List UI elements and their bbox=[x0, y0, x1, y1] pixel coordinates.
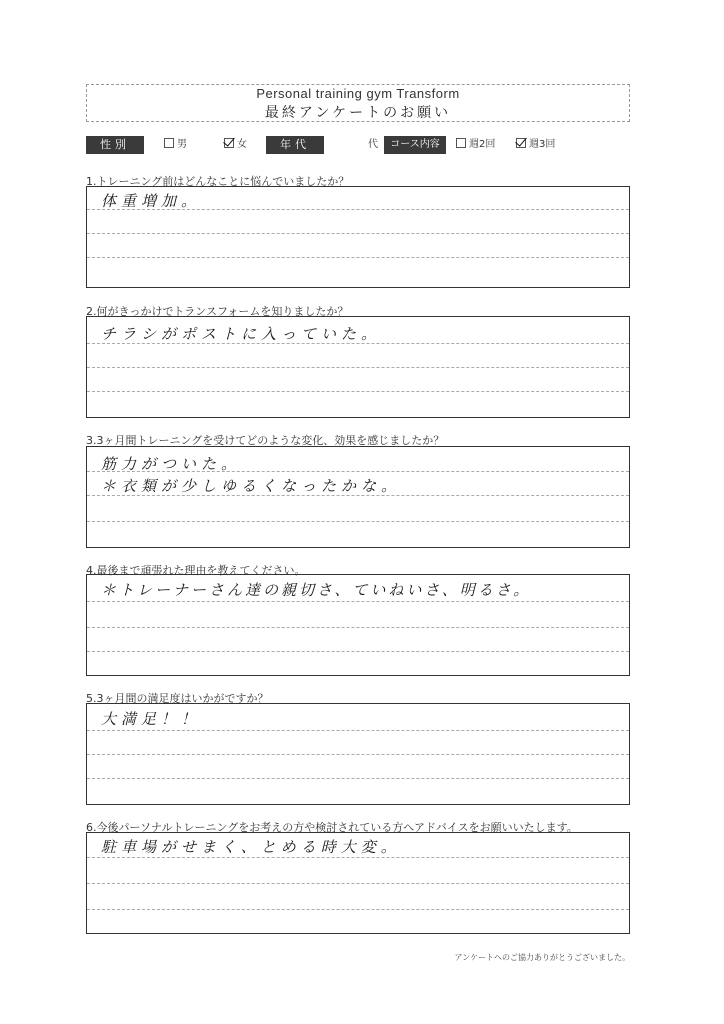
question-1-answer-line-1: 体重増加。 bbox=[101, 192, 202, 210]
header-title-en: Personal training gym Transform bbox=[256, 86, 460, 101]
question-3-answer-line-1: 筋力がついた。 bbox=[101, 455, 242, 473]
thank-you-note: アンケートへのご協力ありがとうございました。 bbox=[454, 953, 630, 962]
question-3-answer-line-2: ＊衣類が少しゆるくなったかな。 bbox=[101, 477, 402, 495]
ruled-line bbox=[87, 857, 629, 858]
question-2-answer-line-1: チラシがポストに入っていた。 bbox=[101, 325, 382, 343]
checkbox-icon[interactable] bbox=[456, 138, 466, 148]
question-1-answer-box bbox=[86, 186, 630, 288]
ruled-line bbox=[87, 754, 629, 755]
age-suffix: 代 bbox=[368, 139, 378, 150]
header-title-ja: 最終アンケートのお願い bbox=[264, 105, 452, 121]
checkbox-icon[interactable] bbox=[164, 138, 174, 148]
gender-option-male[interactable]: 男 bbox=[164, 136, 187, 154]
question-2-answer-box bbox=[86, 316, 630, 418]
question-4-label: 4.最後まで頑張れた理由を教えてください。 bbox=[86, 564, 306, 577]
ruled-line bbox=[87, 883, 629, 884]
question-6-answer-box bbox=[86, 832, 630, 934]
ruled-line bbox=[87, 909, 629, 910]
question-5-answer-line-1: 大満足！！ bbox=[101, 710, 202, 728]
ruled-line bbox=[87, 521, 629, 522]
ruled-line bbox=[87, 651, 629, 652]
ruled-line bbox=[87, 257, 629, 258]
checked-checkbox-icon[interactable] bbox=[224, 138, 234, 148]
respondent-info-row bbox=[86, 136, 630, 154]
ruled-line bbox=[87, 778, 629, 779]
age-label: 年代 bbox=[266, 136, 324, 154]
ruled-line bbox=[87, 730, 629, 731]
question-1-label: 1.トレーニング前はどんなことに悩んでいましたか？ bbox=[86, 175, 350, 188]
ruled-line bbox=[87, 601, 629, 602]
course-label: コース内容 bbox=[384, 136, 446, 154]
gender-label: 性別 bbox=[86, 136, 144, 154]
checked-checkbox-icon[interactable] bbox=[516, 138, 526, 148]
question-5-answer-box bbox=[86, 703, 630, 805]
question-6-answer-line-1: 駐車場がせまく、とめる時大変。 bbox=[101, 838, 401, 856]
question-3-label: 3.3ヶ月間トレーニングを受けてどのような変化、効果を感じましたか？ bbox=[86, 434, 445, 447]
question-3-answer-box bbox=[86, 446, 630, 548]
course-option-twice-weekly[interactable]: 週2回 bbox=[456, 136, 495, 154]
gender-option-female[interactable]: 女 bbox=[224, 136, 247, 154]
course-option-three-times-weekly[interactable]: 週3回 bbox=[516, 136, 555, 154]
question-2-label: 2.何がきっかけでトランスフォームを知りましたか？ bbox=[86, 305, 349, 318]
ruled-line bbox=[87, 233, 629, 234]
survey-header bbox=[86, 84, 630, 122]
ruled-line bbox=[87, 367, 629, 368]
ruled-line bbox=[87, 627, 629, 628]
question-5-label: 5.3ヶ月間の満足度はいかがですか？ bbox=[86, 692, 269, 705]
ruled-line bbox=[87, 391, 629, 392]
question-4-answer-line-1: ＊トレーナーさん達の親切さ、ていねいさ、明るさ。 bbox=[101, 581, 532, 599]
question-6-label: 6.今後パーソナルトレーニングをお考えの方や検討されている方へアドバイスをお願いいたします。 bbox=[86, 821, 578, 834]
question-4-answer-box bbox=[86, 574, 630, 676]
